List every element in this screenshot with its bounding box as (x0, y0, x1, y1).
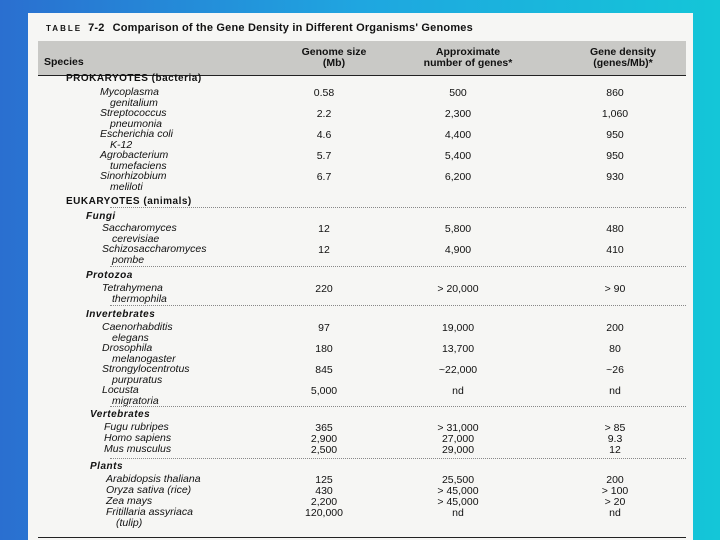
gene-count-value: 29,000 (441, 444, 475, 456)
genome-size-value: 4.6 (316, 129, 332, 141)
gene-density-value: 1,060 (601, 108, 629, 120)
gene-density-value: 410 (606, 244, 624, 256)
species-name: Mus musculus (104, 443, 172, 455)
species-name: Fugu rubripes (104, 421, 169, 433)
gene-density-value: 9.3 (607, 433, 623, 445)
divider-invertebrates (110, 406, 686, 407)
genome-size-value: 120,000 (305, 507, 343, 519)
gene-count-value: nd (452, 507, 464, 519)
species-name: Locusta migratoria (102, 384, 159, 407)
gene-count-value: 4,400 (444, 129, 472, 141)
gene-density-value: 80 (609, 343, 621, 355)
group-protozoa: Protozoa (86, 270, 133, 281)
gene-count-value: 25,500 (441, 474, 475, 486)
genome-size-value: 125 (315, 474, 333, 486)
species-name: Escherichia coli K-12 (100, 128, 173, 151)
species-name: Streptococcus pneumonia (100, 107, 167, 130)
gene-density-value: ~26 (606, 364, 624, 376)
species-name: Drosophila melanogaster (102, 342, 176, 365)
genome-size-value: 180 (315, 343, 333, 355)
gene-count-value: ~22,000 (438, 364, 478, 376)
section-eukaryotes: EUKARYOTES (animals) (66, 196, 192, 207)
gene-count-value: 4,900 (444, 244, 472, 256)
gene-density-value: > 90 (604, 283, 626, 295)
genome-size-value: 2,200 (310, 496, 338, 508)
species-name: Agrobacterium tumefaciens (100, 149, 169, 172)
gene-count-value: > 45,000 (437, 496, 479, 508)
gene-density-value: > 85 (604, 422, 626, 434)
species-name: Arabidopsis thaliana (106, 473, 201, 485)
table-label: TABLE (46, 24, 83, 33)
gene-density-value: 930 (606, 171, 624, 183)
table-header (38, 41, 686, 75)
species-name: Fritillaria assyriaca (tulip) (106, 506, 193, 529)
gene-count-value: > 45,000 (437, 485, 479, 497)
gene-density-value: nd (609, 385, 621, 397)
header-density: Gene density (genes/Mb)* (590, 46, 656, 69)
gene-density-value: 950 (606, 150, 624, 162)
genome-size-value: 220 (315, 283, 333, 295)
genome-size-value: 2.2 (316, 108, 332, 120)
group-fungi: Fungi (86, 211, 116, 222)
species-name: Sinorhizobium meliloti (100, 170, 167, 193)
table-title (46, 22, 473, 34)
gene-density-value: > 20 (604, 496, 626, 508)
species-name: Homo sapiens (104, 432, 172, 444)
gene-density-value: 860 (606, 87, 624, 99)
species-name: Schizosaccharomyces pombe (102, 243, 207, 266)
group-vertebrates: Vertebrates (90, 409, 151, 420)
group-plants: Plants (90, 461, 124, 472)
genome-size-value: 2,500 (310, 444, 338, 456)
species-name: Strongylocentrotus purpuratus (102, 363, 190, 386)
gene-count-value: 6,200 (444, 171, 472, 183)
gene-count-value: 5,800 (444, 223, 472, 235)
divider-vertebrates (110, 458, 686, 459)
gene-density-value: nd (609, 507, 621, 519)
genome-size-value: 0.58 (313, 87, 335, 99)
gene-count-value: 500 (449, 87, 467, 99)
species-name: Zea mays (106, 495, 153, 507)
table-number: 7-2 (88, 22, 105, 34)
gene-count-value: nd (452, 385, 464, 397)
gene-count-value: 13,700 (441, 343, 475, 355)
gene-density-value: 950 (606, 129, 624, 141)
table-title-text: Comparison of the Gene Density in Different Organisms' Genomes (112, 22, 473, 34)
genome-size-value: 12 (318, 244, 330, 256)
genome-size-value: 12 (318, 223, 330, 235)
gene-density-value: 480 (606, 223, 624, 235)
genome-size-value: 2,900 (310, 433, 338, 445)
gene-count-value: 27,000 (441, 433, 475, 445)
species-name: Caenorhabditis elegans (102, 321, 173, 344)
divider-fungi (110, 266, 686, 267)
genome-size-value: 6.7 (316, 171, 332, 183)
section-prokaryotes: PROKARYOTES (bacteria) (66, 73, 202, 84)
gene-density-value: 200 (606, 474, 624, 486)
gene-count-value: 5,400 (444, 150, 472, 162)
genome-size-value: 5,000 (310, 385, 338, 397)
gene-count-value: > 20,000 (437, 283, 479, 295)
header-species: Species (44, 56, 84, 68)
gene-count-value: 2,300 (444, 108, 472, 120)
species-name: Mycoplasma genitalium (100, 86, 159, 109)
gene-count-value: > 31,000 (437, 422, 479, 434)
header-genome-size: Genome size (Mb) (301, 46, 367, 69)
gene-density-value: 12 (609, 444, 621, 456)
species-name: Saccharomyces cerevisiae (102, 222, 177, 245)
bottom-rule (38, 537, 686, 538)
genome-size-value: 845 (315, 364, 333, 376)
table-page (28, 13, 693, 540)
header-genes: Approximate number of genes* (423, 46, 513, 69)
species-name: Oryza sativa (rice) (106, 484, 192, 496)
divider-protozoa (110, 305, 686, 306)
genome-size-value: 5.7 (316, 150, 332, 162)
gene-density-value: > 100 (601, 485, 629, 497)
divider-eukaryotes (110, 207, 686, 208)
group-invertebrates: Invertebrates (86, 309, 156, 320)
genome-size-value: 365 (315, 422, 333, 434)
gene-count-value: 19,000 (441, 322, 475, 334)
gene-density-value: 200 (606, 322, 624, 334)
genome-size-value: 430 (315, 485, 333, 497)
species-name: Tetrahymena thermophila (102, 282, 167, 305)
genome-size-value: 97 (318, 322, 330, 334)
